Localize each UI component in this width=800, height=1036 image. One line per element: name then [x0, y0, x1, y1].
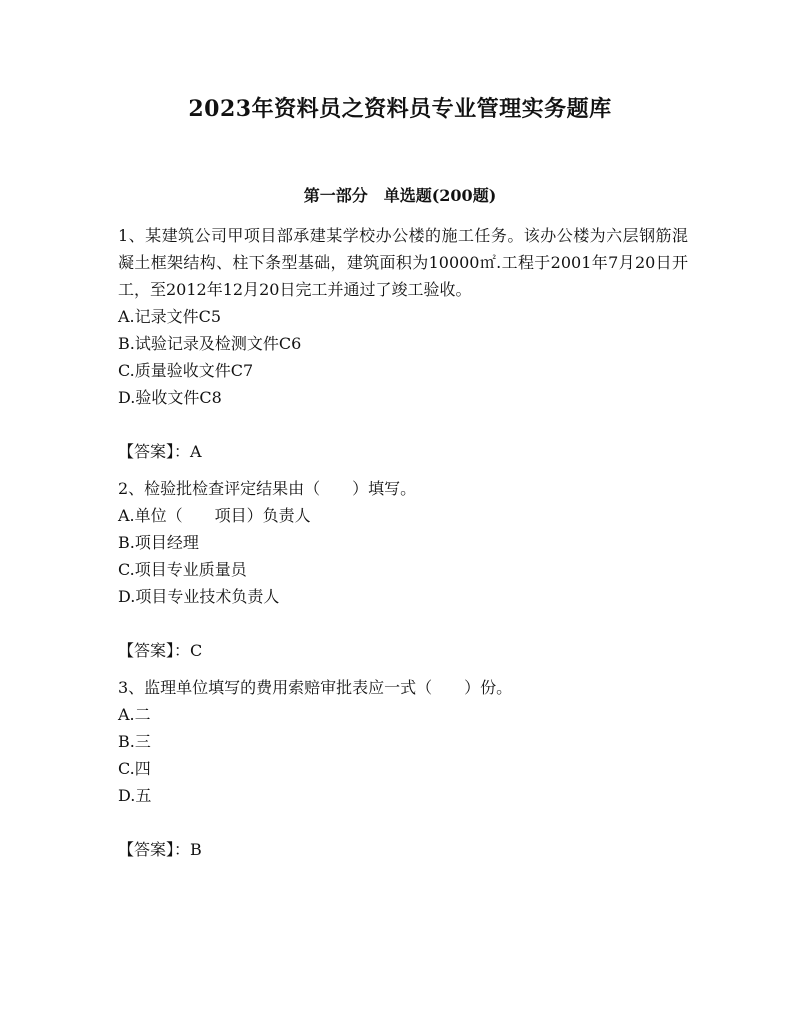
answer-line: [118, 438, 688, 465]
question-stem: 2、检验批检查评定结果由（ ）填写。: [118, 479, 417, 498]
option-d: D.验收文件C8: [118, 388, 222, 407]
answer-line: [118, 637, 688, 664]
question-block: [118, 674, 688, 863]
option-d: D.五: [118, 786, 152, 805]
answer-value: B: [190, 840, 202, 859]
question-stem: 1、某建筑公司甲项目部承建某学校办公楼的施工任务。该办公楼为六层钢筋混凝土框架结构、柱下条型基础，建筑面积为10000㎡.工程于2001年7月20日开工，至2012年12月20日完工并通过了竣工验收。: [118, 226, 688, 299]
option-c: C.质量验收文件C7: [118, 361, 254, 380]
answer-label: 【答案】：: [118, 641, 191, 660]
document-title: 2023年资料员之资料员专业管理实务题库: [188, 96, 612, 122]
answer-label: 【答案】：: [118, 442, 191, 461]
answer-value: C: [190, 641, 203, 660]
option-b: B.三: [118, 732, 151, 751]
question-block: [118, 475, 688, 674]
question-stem: 3、监理单位填写的费用索赔审批表应一式（ ）份。: [118, 678, 513, 697]
option-a: A.二: [118, 705, 151, 724]
question-list: [118, 222, 688, 863]
option-c: C.项目专业质量员: [118, 560, 247, 579]
answer-line: [118, 836, 688, 863]
answer-label: 【答案】：: [118, 840, 191, 859]
option-d: D.项目专业技术负责人: [118, 587, 280, 606]
option-c: C.四: [118, 759, 151, 778]
option-b: B.项目经理: [118, 533, 199, 552]
option-a: A.单位（ 项目）负责人: [118, 506, 311, 525]
section-title: 第一部分 单选题(200题): [303, 186, 497, 205]
answer-value: A: [190, 442, 202, 461]
option-b: B.试验记录及检测文件C6: [118, 334, 302, 353]
option-a: A.记录文件C5: [118, 307, 222, 326]
question-block: [118, 222, 688, 475]
